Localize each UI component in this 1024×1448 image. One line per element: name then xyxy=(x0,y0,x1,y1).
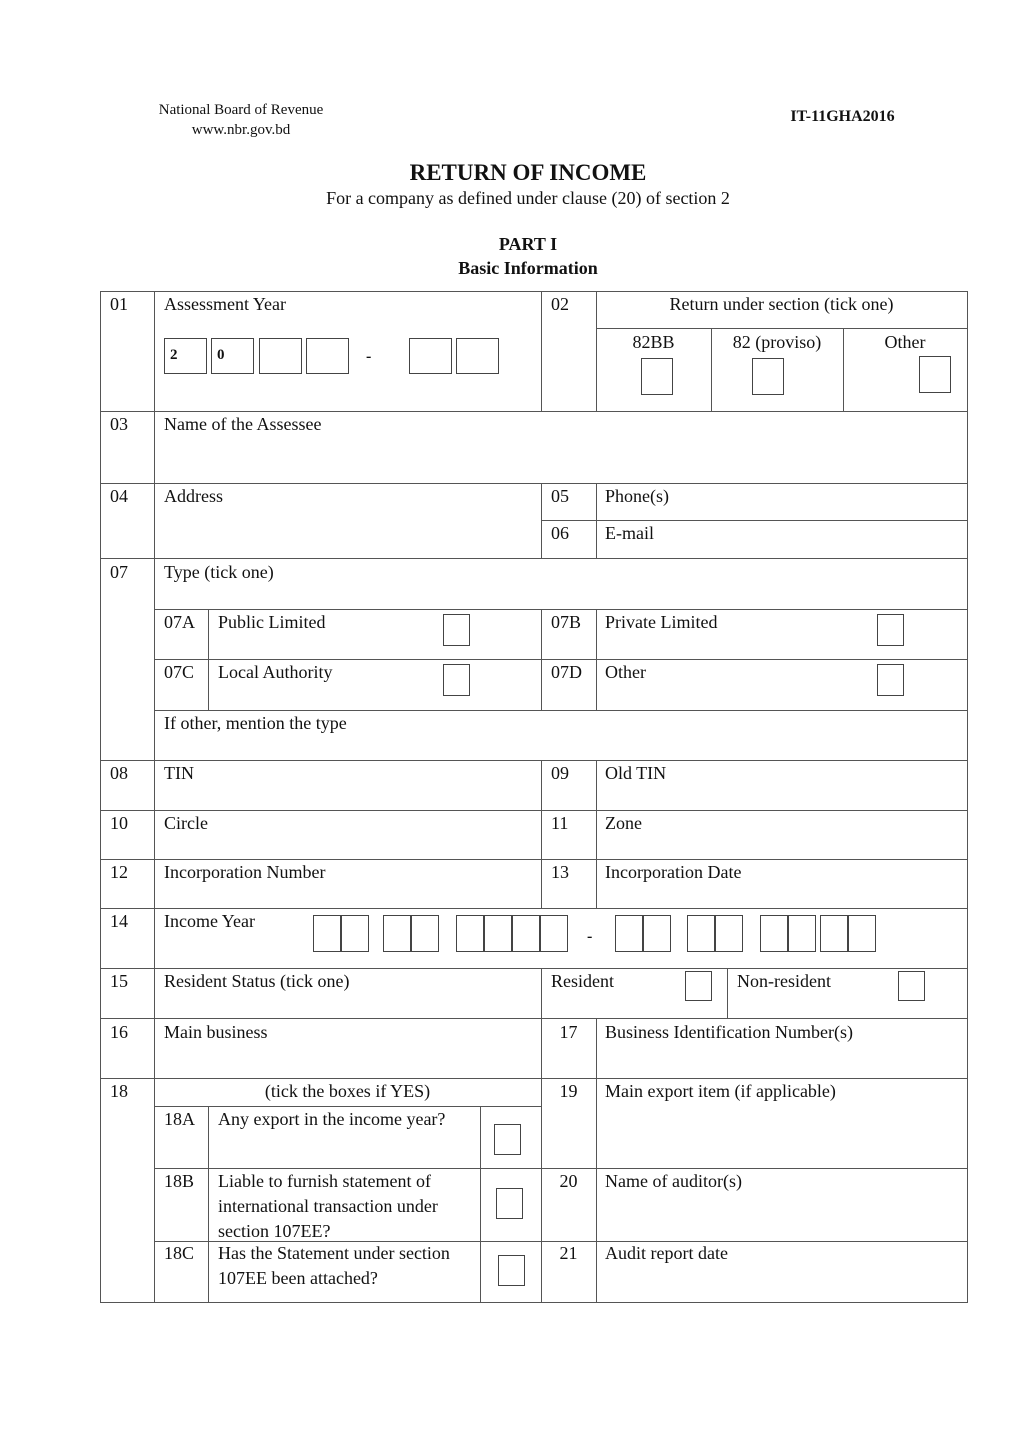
non-resident-label: Non-resident xyxy=(737,971,831,991)
type-c-number: 07C xyxy=(164,662,195,682)
row-number: 19 xyxy=(559,1081,578,1101)
income-year-box[interactable] xyxy=(643,915,671,952)
any-export-label: Any export in the income year? xyxy=(218,1109,446,1129)
type-label: Type (tick one) xyxy=(164,562,274,582)
row-number: 10 xyxy=(110,813,128,833)
rule xyxy=(541,968,542,1018)
type-d-number: 07D xyxy=(551,662,582,682)
row-number: 15 xyxy=(110,971,128,991)
rule xyxy=(596,760,597,908)
assessment-year-digit-3[interactable] xyxy=(259,338,302,374)
income-year-box[interactable] xyxy=(456,915,484,952)
rule xyxy=(100,1018,968,1019)
row-number: 08 xyxy=(110,763,128,783)
option-82bb-label: 82BB xyxy=(632,332,675,352)
option-82bb-checkbox[interactable] xyxy=(641,358,673,395)
assessment-year-digit-6[interactable] xyxy=(456,338,499,374)
export-b-number: 18B xyxy=(164,1171,195,1191)
address-label: Address xyxy=(164,486,223,506)
income-year-box[interactable] xyxy=(760,915,788,952)
income-year-box[interactable] xyxy=(715,915,743,952)
type-local-authority-label: Local Authority xyxy=(218,662,333,682)
row-number: 09 xyxy=(551,763,569,783)
type-private-limited-checkbox[interactable] xyxy=(877,614,904,646)
main-business-label: Main business xyxy=(164,1022,268,1042)
income-year-box[interactable] xyxy=(540,915,568,952)
income-year-box[interactable] xyxy=(313,915,341,952)
option-82-proviso-checkbox[interactable] xyxy=(752,358,784,395)
resident-status-label: Resident Status (tick one) xyxy=(164,971,350,991)
incorporation-number-label: Incorporation Number xyxy=(164,862,326,882)
statement-107ee-attached-label: Has the Statement under section 107EE been attached? xyxy=(218,1243,450,1288)
rule xyxy=(100,558,968,559)
resident-checkbox[interactable] xyxy=(685,971,712,1001)
type-local-authority-checkbox[interactable] xyxy=(443,664,470,696)
income-year-box[interactable] xyxy=(687,915,715,952)
phone-label: Phone(s) xyxy=(605,486,669,506)
audit-report-date-label: Audit report date xyxy=(605,1243,728,1263)
org-name: National Board of Revenue xyxy=(158,102,324,118)
option-other-checkbox[interactable] xyxy=(919,356,951,393)
rule xyxy=(967,291,968,1302)
rule xyxy=(208,1106,209,1302)
business-id-label: Business Identification Number(s) xyxy=(605,1022,853,1042)
assessee-name-label: Name of the Assessee xyxy=(164,414,322,434)
zone-label: Zone xyxy=(605,813,642,833)
type-public-limited-label: Public Limited xyxy=(218,612,326,632)
rule xyxy=(480,1106,481,1302)
row-number: 14 xyxy=(110,911,128,931)
income-year-box[interactable] xyxy=(848,915,876,952)
row-number: 17 xyxy=(559,1022,578,1042)
export-a-number: 18A xyxy=(164,1109,195,1129)
row-number: 01 xyxy=(110,294,128,314)
non-resident-checkbox[interactable] xyxy=(898,971,925,1001)
statement-107ee-liable-checkbox[interactable] xyxy=(496,1188,523,1219)
income-year-box[interactable] xyxy=(788,915,816,952)
type-other-checkbox[interactable] xyxy=(877,664,904,696)
export-c-number: 18C xyxy=(164,1243,195,1263)
row-number: 18 xyxy=(110,1081,128,1101)
rule xyxy=(541,291,542,411)
assessment-year-digit-2[interactable]: 0 xyxy=(211,338,254,374)
income-year-dash: - xyxy=(587,928,593,945)
return-section-label: Return under section (tick one) xyxy=(669,294,894,314)
rule xyxy=(100,760,968,761)
income-year-box[interactable] xyxy=(615,915,643,952)
row-number: 05 xyxy=(551,486,569,506)
org-url: www.nbr.gov.bd xyxy=(191,122,291,138)
rule xyxy=(100,1302,968,1303)
row-number: 11 xyxy=(551,813,569,833)
incorporation-date-label: Incorporation Date xyxy=(605,862,742,882)
row-number: 12 xyxy=(110,862,128,882)
rule xyxy=(100,810,968,811)
assessment-year-digit-5[interactable] xyxy=(409,338,452,374)
income-year-box[interactable] xyxy=(484,915,512,952)
statement-107ee-liable-label: Liable to furnish statement of international transaction under section 107EE? xyxy=(218,1171,438,1241)
type-other-mention-label: If other, mention the type xyxy=(164,713,347,733)
income-year-box[interactable] xyxy=(411,915,439,952)
rule xyxy=(541,760,542,908)
assessment-year-dash: - xyxy=(366,348,372,365)
rule xyxy=(100,291,101,1302)
type-b-number: 07B xyxy=(551,612,582,632)
row-number: 07 xyxy=(110,562,128,582)
income-year-box[interactable] xyxy=(820,915,848,952)
type-a-number: 07A xyxy=(164,612,195,632)
part-label: PART I xyxy=(498,234,558,254)
resident-label: Resident xyxy=(551,971,614,991)
email-label: E-mail xyxy=(605,523,654,543)
main-export-item-label: Main export item (if applicable) xyxy=(605,1081,836,1101)
row-number: 04 xyxy=(110,486,128,506)
tin-label: TIN xyxy=(164,763,194,783)
form-subtitle: For a company as defined under clause (20) of section 2 xyxy=(326,188,730,208)
row-number: 06 xyxy=(551,523,569,543)
row-number: 20 xyxy=(559,1171,578,1191)
tick-yes-instruction: (tick the boxes if YES) xyxy=(264,1081,431,1101)
type-other-label: Other xyxy=(605,662,646,682)
rule xyxy=(541,483,542,559)
rule xyxy=(596,328,967,329)
rule xyxy=(154,291,155,1302)
assessment-year-digit-4[interactable] xyxy=(306,338,349,374)
rule xyxy=(596,1018,597,1302)
rule xyxy=(100,483,968,484)
row-number: 03 xyxy=(110,414,128,434)
type-public-limited-checkbox[interactable] xyxy=(443,614,470,646)
rule xyxy=(727,968,728,1018)
part-heading: Basic Information xyxy=(458,258,598,278)
income-year-box[interactable] xyxy=(512,915,540,952)
row-number: 16 xyxy=(110,1022,128,1042)
form-code: IT-11GHA2016 xyxy=(790,108,895,125)
income-year-box[interactable] xyxy=(341,915,369,952)
auditor-name-label: Name of auditor(s) xyxy=(605,1171,742,1191)
row-number: 02 xyxy=(551,294,569,314)
assessment-year-digit-1[interactable]: 2 xyxy=(164,338,207,374)
row-number: 13 xyxy=(551,862,569,882)
income-year-label: Income Year xyxy=(164,911,255,931)
any-export-checkbox[interactable] xyxy=(494,1124,521,1155)
option-82-proviso-label: 82 (proviso) xyxy=(732,332,822,352)
circle-label: Circle xyxy=(164,813,208,833)
income-year-box[interactable] xyxy=(383,915,411,952)
form-title: RETURN OF INCOME xyxy=(409,160,647,185)
old-tin-label: Old TIN xyxy=(605,763,667,783)
assessment-year-label: Assessment Year xyxy=(164,294,287,314)
type-private-limited-label: Private Limited xyxy=(605,612,718,632)
option-other-label: Other xyxy=(884,332,926,352)
statement-107ee-attached-checkbox[interactable] xyxy=(498,1255,525,1286)
rule xyxy=(596,483,597,559)
row-number: 21 xyxy=(559,1243,578,1263)
